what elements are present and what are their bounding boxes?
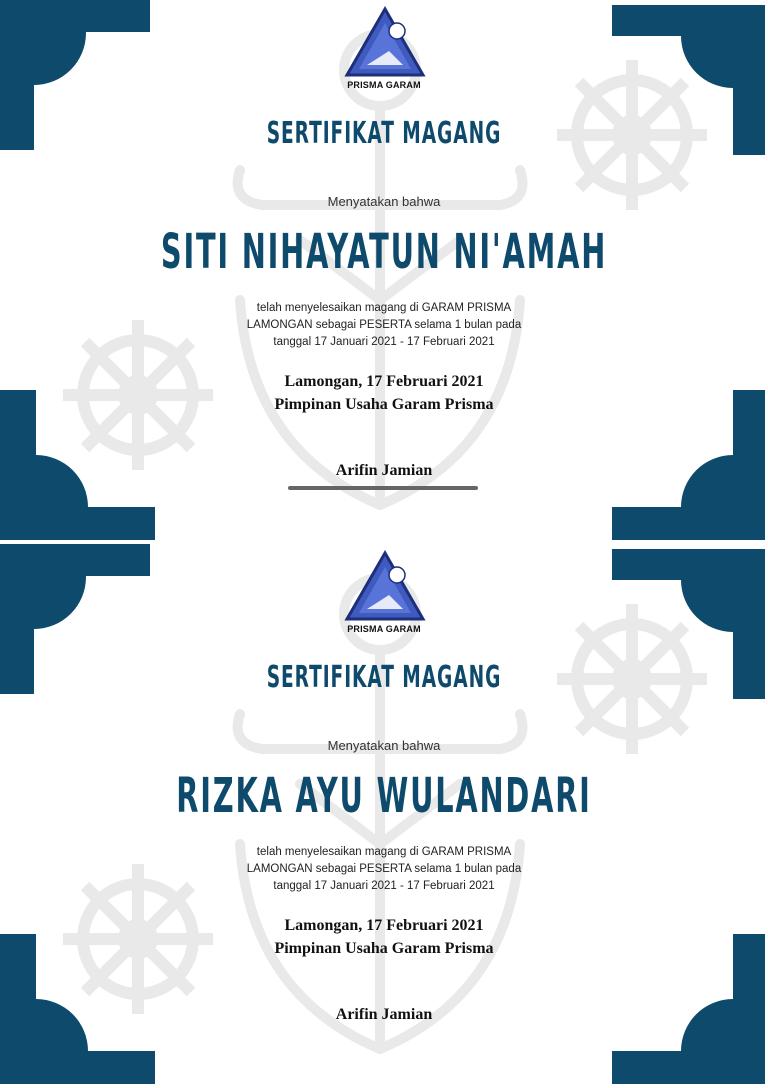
ship-wheel-icon	[63, 864, 213, 1014]
signer-position: Pimpinan Usaha Garam Prisma	[274, 940, 494, 957]
description-line: LAMONGAN sebagai PESERTA selama 1 bulan pada	[246, 863, 522, 875]
place-date: Lamongan, 17 Februari 2021	[284, 373, 484, 390]
recipient-name: SITI NIHAYATUN NI'AMAH	[160, 224, 608, 280]
logo-text: PRISMA GARAM	[347, 624, 421, 634]
certificate-subtitle: Menyatakan bahwa	[327, 194, 441, 209]
certificate-description	[224, 300, 544, 351]
description-line: LAMONGAN sebagai PESERTA selama 1 bulan pada	[246, 319, 522, 331]
description-line: telah menyelesaikan magang di GARAM PRISMA	[256, 846, 512, 858]
description-line: tanggal 17 Januari 2021 - 17 Februari 2021	[273, 880, 495, 892]
logo-text: PRISMA GARAM	[347, 80, 421, 90]
certificate-title: SERTIFIKAT MAGANG	[266, 660, 502, 695]
recipient-name: RIZKA AYU WULANDARI	[176, 768, 592, 824]
signer-name: Arifin Jamian	[335, 1006, 433, 1023]
signature-line	[288, 486, 478, 490]
signer-name: Arifin Jamian	[335, 462, 433, 479]
certificate-subtitle: Menyatakan bahwa	[327, 738, 441, 753]
place-date: Lamongan, 17 Februari 2021	[284, 917, 484, 934]
ship-wheel-icon	[63, 320, 213, 470]
certificate-description	[224, 844, 544, 895]
certificate-title: SERTIFIKAT MAGANG	[266, 116, 502, 151]
certificate-2	[0, 544, 768, 1088]
description-line: tanggal 17 Januari 2021 - 17 Februari 2021	[273, 336, 495, 348]
description-line: telah menyelesaikan magang di GARAM PRISMA	[256, 302, 512, 314]
signer-position: Pimpinan Usaha Garam Prisma	[274, 396, 494, 413]
